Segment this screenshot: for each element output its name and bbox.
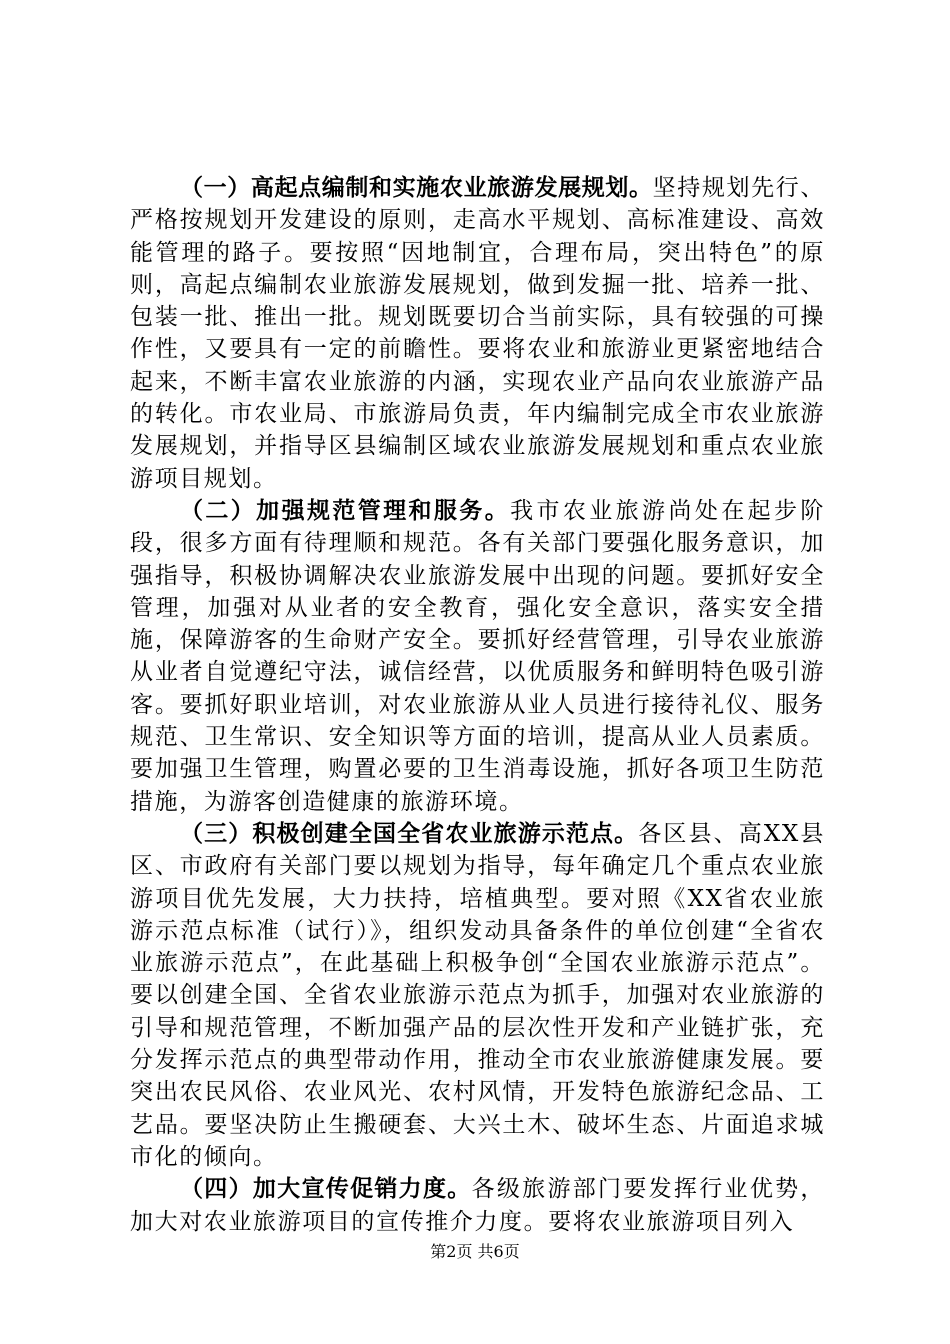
paragraph-1-heading: （一）高起点编制和实施农业旅游发展规划。	[180, 175, 653, 201]
paragraph-2-heading: （二）加强规范管理和服务。	[180, 497, 511, 524]
paragraph-3-text: 各区县、高XX县区、市政府有关部门要以规划为指导，每年确定几个重点农业旅游项目优先发展，大力扶持，培植典型。要对照《XX省农业旅游示范点标准（试行）》，组织发动具备条件的单位创建“全省农业旅游示范点”，在此基础上积极争创“全国农业旅游示范点”。要以创建全国、全省农业旅游示范点为抓手，加强对农业旅游的引导和规范管理，不断加强产品的层次性开发和产业链扩张，充分发挥示范点的典型带动作用，推动全市农业旅游健康发展。要突出农民风俗、农业风光、农村风情，开发特色旅游纪念品、工艺品。要坚决防止生搬硬套、大兴土木、破坏生态、片面追求城市化的倾向。	[130, 820, 825, 1170]
document-body	[130, 172, 825, 1238]
paragraph-4	[130, 1173, 825, 1238]
paragraph-4-text: 各级旅游部门要发挥行业优势，加大对农业旅游项目的宣传推介力度。要将农业旅游项目列入	[130, 1176, 826, 1235]
paragraph-2	[130, 495, 825, 818]
paragraph-2-text: 我市农业旅游尚处在起步阶段，很多方面有待理顺和规范。各有关部门要强化服务意识，加强指导，积极协调解决农业旅游发展中出现的问题。要抓好安全管理，加强对从业者的安全教育，强化安全意识，落实安全措施，保障游客的生命财产安全。要抓好经营管理，引导农业旅游从业者自觉遵纪守法，诚信经营，以优质服务和鲜明特色吸引游客。要抓好职业培训，对农业旅游从业人员进行接待礼仪、服务规范、卫生常识、安全知识等方面的培训，提高从业人员素质。要加强卫生管理，购置必要的卫生消毒设施，抓好各项卫生防范措施，为游客创造健康的旅游环境。	[130, 497, 825, 815]
paragraph-3	[130, 818, 825, 1173]
paragraph-1	[130, 172, 825, 495]
paragraph-4-heading: （四）加大宣传促销力度。	[180, 1176, 472, 1203]
paragraph-3-heading: （三）积极创建全国全省农业旅游示范点。	[180, 820, 639, 847]
paragraph-1-text: 坚持规划先行、严格按规划开发建设的原则，走高水平规划、高标准建设、高效能管理的路子。要按照“因地制宜，合理布局，突出特色”的原则，高起点编制农业旅游发展规划，做到发掘一批、培养一批、包装一批、推出一批。规划既要切合当前实际，具有较强的可操作性，又要具有一定的前瞻性。要将农业和旅游业更紧密地结合起来，不断丰富农业旅游的内涵，实现农业产品向农业旅游产品的转化。市农业局、市旅游局负责，年内编制完成全市农业旅游发展规划，并指导区县编制区域农业旅游发展规划和重点农业旅游项目规划。	[130, 175, 826, 492]
page-footer: 第2页 共6页	[430, 1242, 520, 1261]
